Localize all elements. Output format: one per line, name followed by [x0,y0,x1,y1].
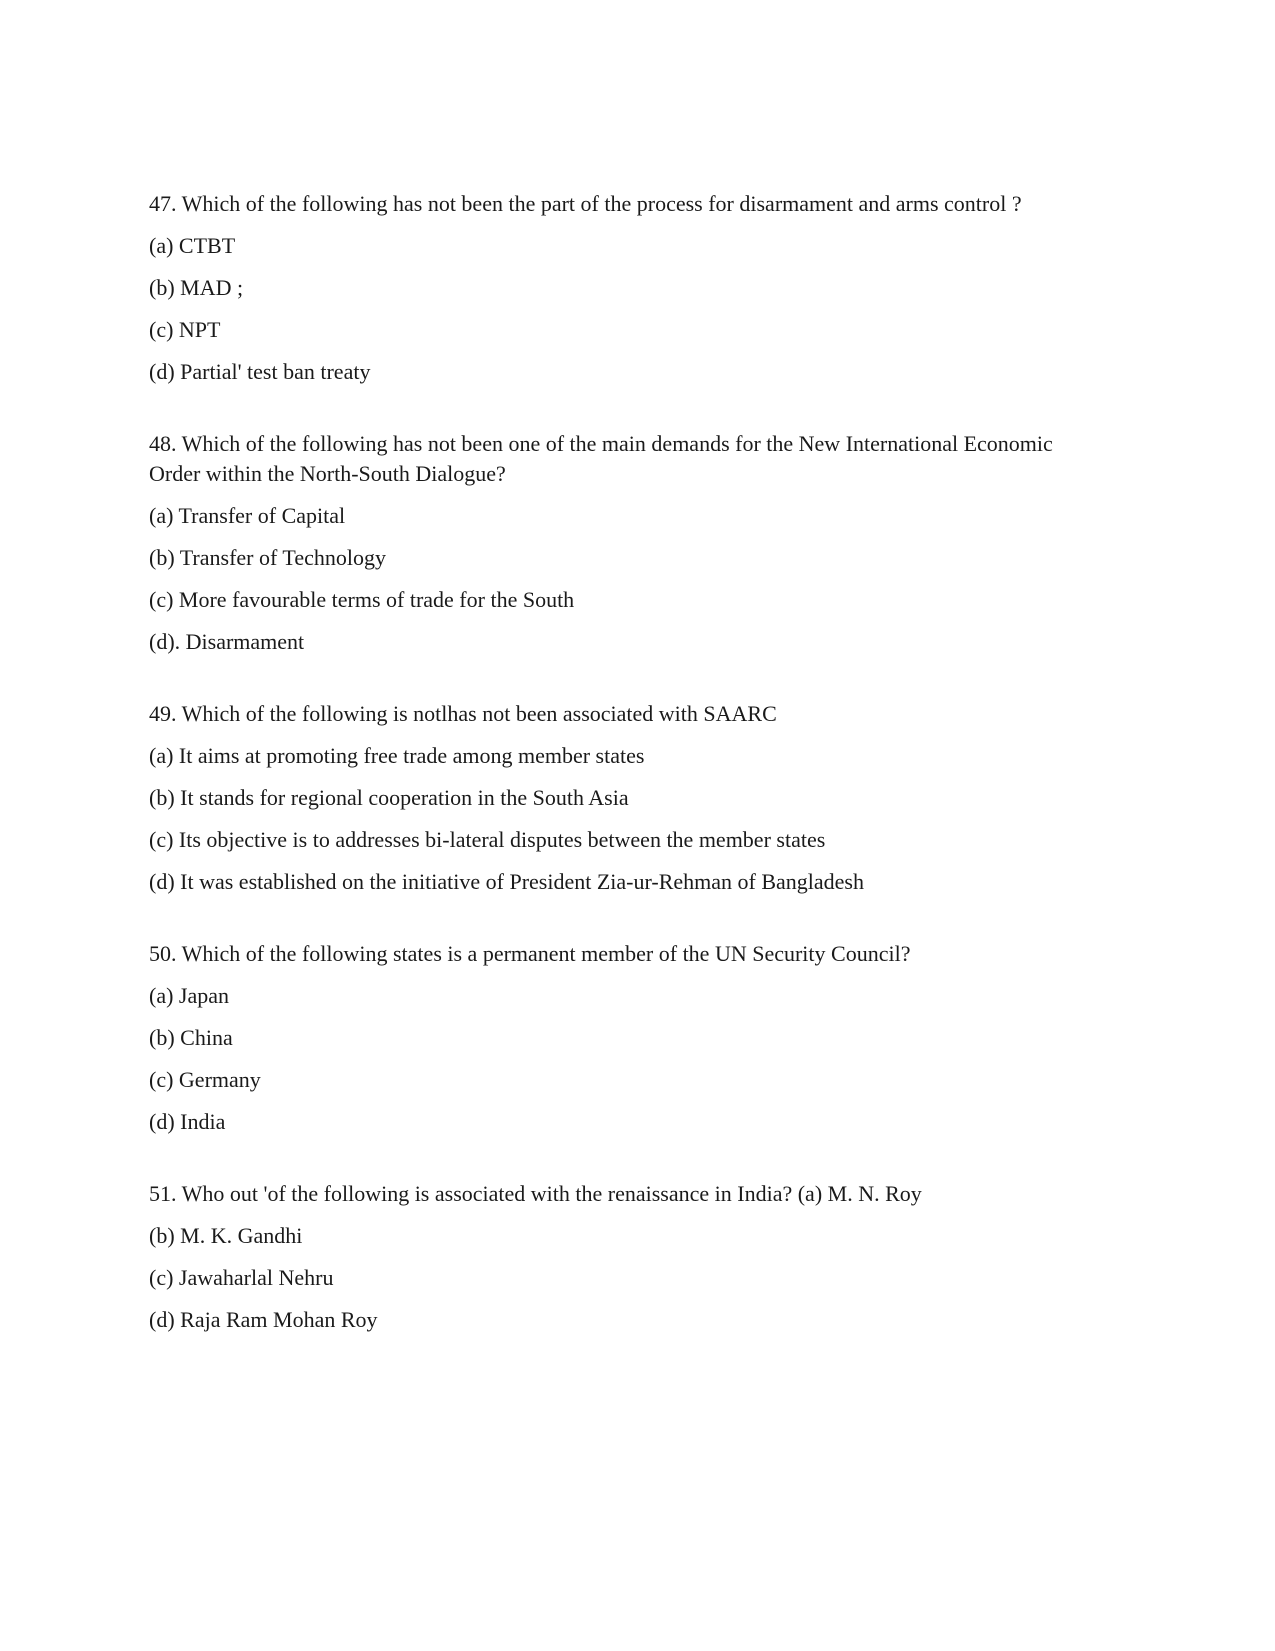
option-c: (c) Its objective is to addresses bi-lateral disputes between the member states [149,827,826,852]
question-47 [149,189,1109,387]
question-stem: 50. Which of the following states is a permanent member of the UN Security Council? [149,941,911,966]
option-a: (a) CTBT [149,233,236,258]
option-b: (b) M. K. Gandhi [149,1223,303,1248]
option-d: (d). Disarmament [149,629,305,654]
question-stem: 47. Which of the following has not been the part of the process for disarmament and arms control ? [149,191,1022,216]
option-c: (c) Jawaharlal Nehru [149,1265,334,1290]
option-d: (d) Partial' test ban treaty [149,359,371,384]
option-c: (c) More favourable terms of trade for the South [149,587,575,612]
option-b: (b) China [149,1025,233,1050]
question-50 [149,939,1109,1137]
question-stem: 48. Which of the following has not been one of the main demands for the New International Economic Order within the North-South Dialogue? [149,431,1053,486]
option-d: (d) It was established on the initiative of President Zia-ur-Rehman of Bangladesh [149,869,864,894]
option-b: (b) MAD ; [149,275,244,300]
option-b: (b) Transfer of Technology [149,545,386,570]
option-d: (d) India [149,1109,226,1134]
option-b: (b) It stands for regional cooperation in the South Asia [149,785,629,810]
option-a: (a) Japan [149,983,230,1008]
option-d: (d) Raja Ram Mohan Roy [149,1307,378,1332]
question-49 [149,699,1109,897]
question-stem: 51. Who out 'of the following is associated with the renaissance in India? (a) M. N. Roy [149,1181,922,1206]
question-stem: 49. Which of the following is notlhas not been associated with SAARC [149,701,777,726]
option-c: (c) Germany [149,1067,261,1092]
question-51 [149,1179,1109,1335]
option-c: (c) NPT [149,317,221,342]
question-page [149,189,1109,1377]
option-a: (a) Transfer of Capital [149,503,346,528]
question-48 [149,429,1109,657]
option-a: (a) It aims at promoting free trade among member states [149,743,645,768]
